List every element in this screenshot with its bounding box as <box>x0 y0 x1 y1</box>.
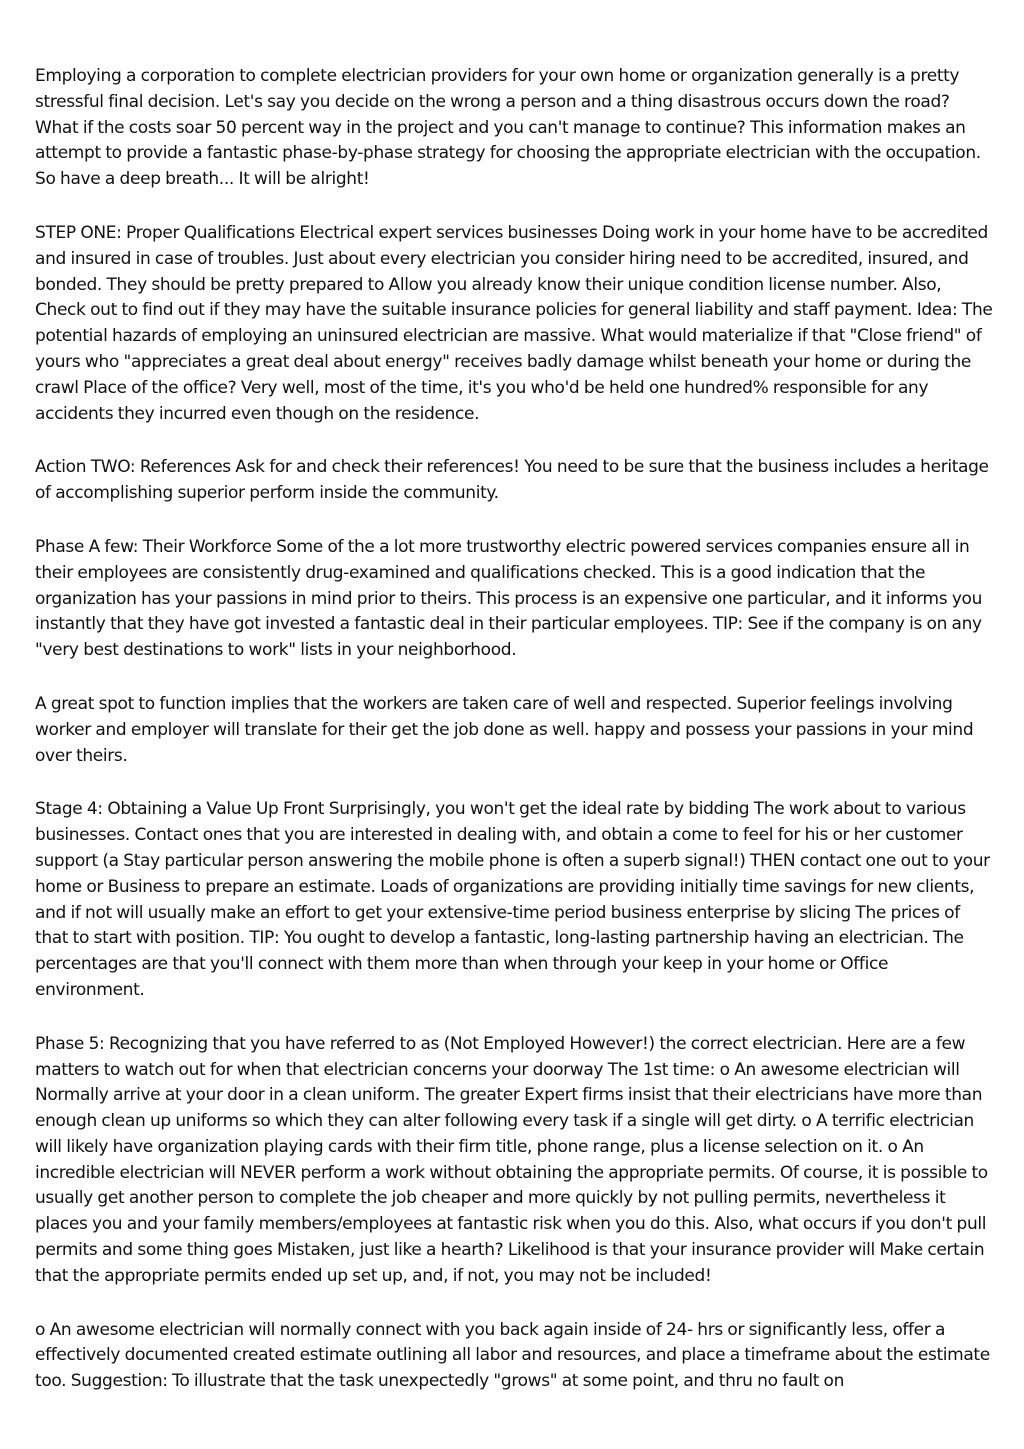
paragraph-step-four: Stage 4: Obtaining a Value Up Front Surprisingly, you won't get the ideal rate by bidding The work about to various businesses. Contact ones that you are interested in dealing with, and obtain a come to feel for his or her customer support (a Stay particular person answering the mobile phone is often a superb signal!) THEN contact one out to your home or Business to prepare an estimate. Loads of organizations are providing initially time savings for new clients, and if not will usually make an effort to get your extensive-time period business enterprise by slicing The prices of that to start with position. TIP: You ought to develop a fantastic, long-lasting partnership having an electrician. The percentages are that you'll connect with them more than when through your keep in your home or Office environment. <box>35 799 990 1000</box>
document-page <box>35 64 995 1423</box>
paragraph-step-five: Phase 5: Recognizing that you have referred to as (Not Employed However!) the correct electrician. Here are a few matters to watch out for when that electrician concerns your doorway The 1st time: o An awesome electrician will Normally arrive at your door in a clean uniform. The greater Expert firms insist that their electricians have more than enough clean up uniforms so which they can alter following every task if a single will get dirty. o A terrific electrician will likely have organization playing cards with their firm title, phone range, plus a license selection on it. o An incredible electrician will NEVER perform a work without obtaining the appropriate permits. Of course, it is possible to usually get another person to complete the job cheaper and more quickly by not pulling permits, nevertheless it places you and your family members/employees at fantastic risk when you do this. Also, what occurs if you don't pull permits and some thing goes Mistaken, just like a hearth? Likelihood is that your insurance provider will Make certain that the appropriate permits ended up set up, and, if not, you may not be included! <box>35 1033 988 1286</box>
paragraph-workplace: A great spot to function implies that the workers are taken care of well and respected. Superior feelings involving worker and employer will translate for their get the job done as well. happy and possess your passions in your mind over theirs. <box>35 693 974 766</box>
paragraph-intro: Employing a corporation to complete electrician providers for your own home or organization generally is a pretty stressful final decision. Let's say you decide on the wrong a person and a thing disastrous occurs down the road? What if the costs soar 50 percent way in the project and you can't manage to continue? This information makes an attempt to provide a fantastic phase-by-phase strategy for choosing the appropriate electrician with the occupation. So have a deep breath... It will be alright! <box>35 66 981 190</box>
paragraph-callback: o An awesome electrician will normally connect with you back again inside of 24- hrs or significantly less, offer a effectively documented created estimate outlining all labor and resources, and place a timeframe about the estimate too. Suggestion: To illustrate that the task unexpectedly "grows" at some point, and thru no fault on <box>35 1319 990 1392</box>
paragraph-step-three: Phase A few: Their Workforce Some of the a lot more trustworthy electric powered services companies ensure all in their employees are consistently drug-examined and qualifications checked. This is a good indication that the organization has your passions in mind prior to theirs. This process is an expensive one particular, and it informs you instantly that they have got invested a fantastic deal in their particular employees. TIP: See if the company is on any "very best destinations to work" lists in your neighborhood. <box>35 536 983 661</box>
paragraph-step-one: STEP ONE: Proper Qualifications Electrical expert services businesses Doing work in your home have to be accredited and insured in case of troubles. Just about every electrician you consider hiring need to be accredited, insured, and bonded. They should be pretty prepared to Allow you already know their unique condition license number. Also, Check out to find out if they may have the suitable insurance policies for general liability and staff payment. Idea: The potential hazards of employing an uninsured electrician are massive. What would materialize if that "Close friend" of yours who "appreciates a great deal about energy" receives badly damage whilst beneath your home or during the crawl Place of the office? Very well, most of the time, it's you who'd be held one hundred% responsible for any accidents they incurred even though on the residence. <box>35 222 993 424</box>
paragraph-step-two: Action TWO: References Ask for and check their references! You need to be sure that the business includes a heritage of accomplishing superior perform inside the community. <box>35 457 989 504</box>
